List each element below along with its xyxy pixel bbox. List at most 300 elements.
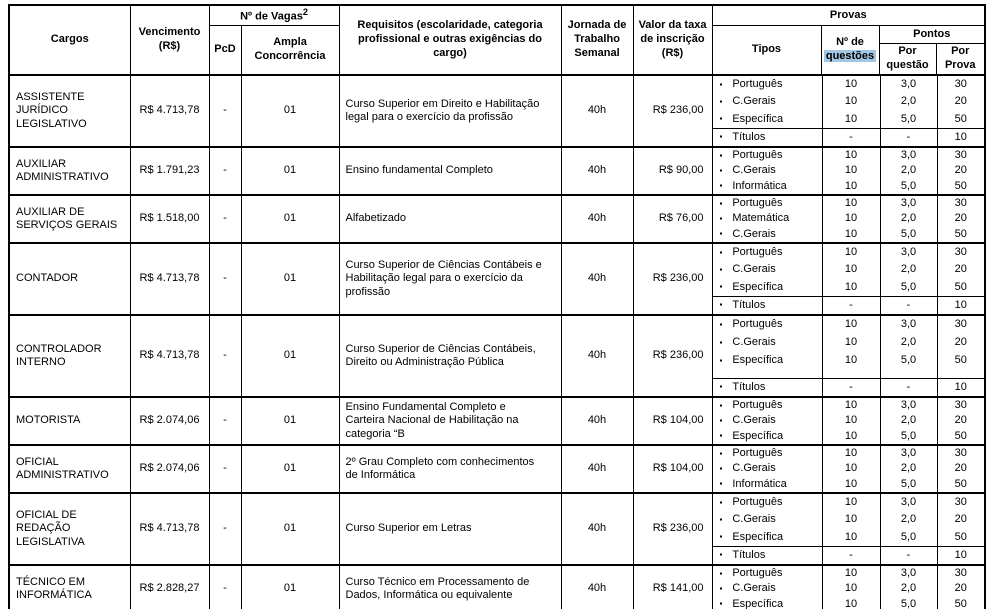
prova-por-prova-cell: 50	[937, 179, 985, 194]
ampla-cell: 01	[241, 195, 339, 243]
jornada-cell: 40h	[561, 195, 633, 243]
prova-por-questao-cell: 5,0	[880, 227, 937, 242]
prova-por-questao-cell: 2,0	[880, 93, 937, 110]
prova-type-label: Português	[732, 495, 783, 508]
provas-grid	[713, 196, 985, 242]
col-header-requisitos: Requisitos (escolaridade, categoria profissional e outras exigências do cargo)	[339, 5, 561, 75]
prova-type-cell	[713, 446, 822, 461]
prova-por-questao-cell: 5,0	[880, 111, 937, 128]
vencimento-cell: R$ 2.074,06	[130, 397, 209, 445]
concurso-table	[8, 4, 986, 609]
prova-questoes-cell: 10	[822, 597, 880, 609]
table-row	[9, 397, 985, 445]
prova-type-cell	[713, 597, 822, 609]
prova-type-label: Títulos	[732, 380, 766, 393]
provas-grid	[713, 566, 985, 609]
cargo-cell: AUXILIAR DE SERVIÇOS GERAIS	[9, 195, 130, 243]
titulos-por-questao-cell: -	[880, 546, 937, 564]
provas-cell	[712, 147, 985, 195]
prova-questoes-cell: 10	[822, 461, 880, 476]
prova-por-questao-cell: 2,0	[880, 511, 937, 528]
col-header-por-questao: Por questão	[879, 44, 936, 75]
prova-questoes-cell: 10	[822, 566, 880, 581]
jornada-cell: 40h	[561, 565, 633, 609]
prova-type-label: C.Gerais	[732, 414, 776, 427]
table-header	[9, 5, 985, 75]
prova-por-prova-cell: 20	[937, 93, 985, 110]
prova-questoes-cell: 10	[822, 227, 880, 242]
vencimento-cell: R$ 1.791,23	[130, 147, 209, 195]
taxa-cell: R$ 236,00	[633, 243, 712, 315]
bullet-icon: ▪	[719, 448, 723, 458]
prova-type-label: Específica	[732, 280, 784, 293]
cargo-cell: OFICIAL ADMINISTRATIVO	[9, 445, 130, 493]
prova-type-label: C.Gerais	[732, 462, 776, 475]
provas-spacer	[880, 370, 937, 378]
prova-por-questao-cell: 2,0	[880, 413, 937, 428]
bullet-icon: ▪	[719, 132, 723, 142]
prova-por-prova-cell: 50	[937, 597, 985, 609]
prova-type-label: C.Gerais	[732, 227, 776, 240]
table-row	[9, 195, 985, 243]
prova-questoes-cell: 10	[822, 581, 880, 596]
prova-por-prova-cell: 20	[937, 163, 985, 178]
bullet-icon: ▪	[719, 165, 723, 175]
prova-type-label: Português	[732, 245, 783, 258]
bullet-icon: ▪	[719, 463, 723, 473]
prova-por-questao-cell: 5,0	[880, 429, 937, 444]
jornada-cell: 40h	[561, 243, 633, 315]
vencimento-cell: R$ 4.713,78	[130, 315, 209, 397]
prova-questoes-cell: 10	[822, 334, 880, 352]
ampla-cell: 01	[241, 243, 339, 315]
prova-type-cell	[713, 163, 822, 178]
prova-por-prova-cell: 20	[937, 413, 985, 428]
prova-type-cell	[713, 566, 822, 581]
jornada-cell: 40h	[561, 397, 633, 445]
prova-type-cell	[713, 211, 822, 226]
provas-grid	[713, 494, 985, 564]
ampla-cell: 01	[241, 75, 339, 147]
prova-por-prova-cell: 50	[937, 111, 985, 128]
prova-type-label: Português	[732, 566, 783, 579]
prova-type-label: C.Gerais	[732, 582, 776, 595]
prova-type-cell	[713, 148, 822, 163]
bullet-icon: ▪	[719, 583, 723, 593]
prova-por-questao-cell: 3,0	[880, 398, 937, 413]
jornada-cell: 40h	[561, 493, 633, 565]
taxa-cell: R$ 76,00	[633, 195, 712, 243]
jornada-cell: 40h	[561, 75, 633, 147]
cargo-cell: CONTADOR	[9, 243, 130, 315]
prova-por-questao-cell: 3,0	[880, 76, 937, 93]
prova-type-label: Específica	[732, 530, 784, 543]
vagas-footnote-marker: 2	[302, 7, 308, 17]
bullet-icon: ▪	[719, 96, 723, 106]
bullet-icon: ▪	[719, 79, 723, 89]
requisitos-cell: Curso Superior em Letras	[339, 493, 561, 565]
prova-por-questao-cell: 2,0	[880, 261, 937, 278]
prova-type-cell	[713, 477, 822, 492]
prova-por-prova-cell: 30	[937, 446, 985, 461]
prova-por-questao-cell: 3,0	[880, 316, 937, 334]
provas-spacer	[822, 370, 880, 378]
prova-por-questao-cell: 5,0	[880, 597, 937, 609]
prova-por-prova-cell: 50	[937, 279, 985, 296]
bullet-icon: ▪	[719, 431, 723, 441]
table-row	[9, 315, 985, 397]
titulos-type-cell	[713, 546, 822, 564]
bullet-icon: ▪	[719, 415, 723, 425]
taxa-cell: R$ 141,00	[633, 565, 712, 609]
prova-type-label: Específica	[732, 429, 784, 442]
prova-type-cell	[713, 196, 822, 211]
prova-questoes-cell: 10	[822, 261, 880, 278]
provas-cell	[712, 445, 985, 493]
jornada-cell: 40h	[561, 445, 633, 493]
prova-questoes-cell: 10	[822, 511, 880, 528]
requisitos-cell: 2º Grau Completo com conhecimentos de Informática	[339, 445, 561, 493]
requisitos-cell: Curso Superior de Ciências Contábeis e Habilitação legal para o exercício da profissão	[339, 243, 561, 315]
titulos-questoes-cell: -	[822, 546, 880, 564]
prova-por-prova-cell: 30	[937, 316, 985, 334]
prova-por-questao-cell: 5,0	[880, 279, 937, 296]
bullet-icon: ▪	[719, 550, 723, 560]
bullet-icon: ▪	[719, 568, 723, 578]
provas-spacer	[937, 370, 985, 378]
prova-type-label: Títulos	[732, 298, 766, 311]
prova-por-questao-cell: 3,0	[880, 494, 937, 511]
prova-type-label: Português	[732, 398, 783, 411]
prova-por-prova-cell: 20	[937, 261, 985, 278]
prova-questoes-cell: 10	[822, 429, 880, 444]
provas-grid	[713, 244, 985, 314]
prova-por-prova-cell: 50	[937, 529, 985, 546]
prova-questoes-cell: 10	[822, 352, 880, 370]
prova-type-cell	[713, 511, 822, 528]
prova-por-questao-cell: 2,0	[880, 163, 937, 178]
col-header-provas: Provas	[712, 5, 985, 26]
jornada-cell: 40h	[561, 315, 633, 397]
bullet-icon: ▪	[719, 181, 723, 191]
prova-por-prova-cell: 20	[937, 581, 985, 596]
titulos-por-prova-cell: 10	[937, 296, 985, 314]
prova-type-label: Informática	[732, 179, 787, 192]
prova-type-label: Informática	[732, 477, 787, 490]
prova-type-label: Português	[732, 196, 783, 209]
col-header-vagas	[209, 5, 339, 26]
prova-type-label: Títulos	[732, 130, 766, 143]
prova-por-prova-cell: 20	[937, 334, 985, 352]
prova-type-cell	[713, 398, 822, 413]
requisitos-cell: Ensino Fundamental Completo e Carteira Nacional de Habilitação na categoria “B	[339, 397, 561, 445]
requisitos-cell: Curso Técnico em Processamento de Dados, Informática ou equivalente	[339, 565, 561, 609]
vencimento-cell: R$ 2.828,27	[130, 565, 209, 609]
pcd-cell: -	[209, 565, 241, 609]
table-row	[9, 243, 985, 315]
bullet-icon: ▪	[719, 114, 723, 124]
prova-type-cell	[713, 581, 822, 596]
prova-questoes-cell: 10	[822, 211, 880, 226]
bullet-icon: ▪	[719, 264, 723, 274]
pcd-cell: -	[209, 147, 241, 195]
prova-questoes-cell: 10	[822, 413, 880, 428]
prova-por-prova-cell: 50	[937, 352, 985, 370]
prova-type-label: Títulos	[732, 548, 766, 561]
table-row	[9, 75, 985, 147]
bullet-icon: ▪	[719, 355, 723, 365]
vencimento-cell: R$ 2.074,06	[130, 445, 209, 493]
prova-type-cell	[713, 316, 822, 334]
provas-cell	[712, 493, 985, 565]
bullet-icon: ▪	[719, 213, 723, 223]
prova-por-questao-cell: 3,0	[880, 566, 937, 581]
bullet-icon: ▪	[719, 382, 723, 392]
ampla-cell: 01	[241, 493, 339, 565]
titulos-questoes-cell: -	[822, 378, 880, 396]
col-header-cargos: Cargos	[9, 5, 130, 75]
cargo-cell: TÉCNICO EM INFORMÁTICA	[9, 565, 130, 609]
prova-por-questao-cell: 2,0	[880, 211, 937, 226]
prova-type-label: Português	[732, 77, 783, 90]
bullet-icon: ▪	[719, 479, 723, 489]
vencimento-cell: R$ 1.518,00	[130, 195, 209, 243]
bullet-icon: ▪	[719, 599, 723, 609]
provas-grid	[713, 446, 985, 492]
prova-type-cell	[713, 461, 822, 476]
prova-questoes-cell: 10	[822, 179, 880, 194]
prova-por-questao-cell: 5,0	[880, 179, 937, 194]
vencimento-cell: R$ 4.713,78	[130, 75, 209, 147]
prova-por-questao-cell: 3,0	[880, 148, 937, 163]
prova-por-prova-cell: 30	[937, 148, 985, 163]
bullet-icon: ▪	[719, 229, 723, 239]
ampla-cell: 01	[241, 147, 339, 195]
provas-cell	[712, 397, 985, 445]
titulos-por-questao-cell: -	[880, 128, 937, 146]
provas-cell	[712, 315, 985, 397]
pcd-cell: -	[209, 243, 241, 315]
prova-type-label: Português	[732, 148, 783, 161]
prova-por-questao-cell: 5,0	[880, 352, 937, 370]
prova-por-prova-cell: 30	[937, 196, 985, 211]
col-header-vencimento: Vencimento (R$)	[130, 5, 209, 75]
taxa-cell: R$ 104,00	[633, 445, 712, 493]
prova-type-cell	[713, 244, 822, 261]
bullet-icon: ▪	[719, 319, 723, 329]
provas-spacer	[713, 370, 822, 378]
prova-por-prova-cell: 50	[937, 477, 985, 492]
prova-type-label: Específica	[732, 354, 784, 367]
cargo-cell: OFICIAL DE REDAÇÃO LEGISLATIVA	[9, 493, 130, 565]
prova-type-label: Específica	[732, 597, 784, 609]
prova-por-questao-cell: 2,0	[880, 334, 937, 352]
prova-por-questao-cell: 3,0	[880, 196, 937, 211]
col-header-pcd: PcD	[209, 26, 241, 75]
ampla-cell: 01	[241, 315, 339, 397]
vencimento-cell: R$ 4.713,78	[130, 493, 209, 565]
requisitos-cell: Ensino fundamental Completo	[339, 147, 561, 195]
prova-questoes-cell: 10	[822, 494, 880, 511]
pcd-cell: -	[209, 75, 241, 147]
pcd-cell: -	[209, 493, 241, 565]
titulos-questoes-cell: -	[822, 296, 880, 314]
prova-questoes-cell: 10	[822, 316, 880, 334]
prova-por-prova-cell: 30	[937, 244, 985, 261]
col-header-ampla: Ampla Concorrência	[241, 26, 339, 75]
prova-questoes-cell: 10	[822, 279, 880, 296]
prova-type-label: C.Gerais	[732, 95, 776, 108]
prova-type-cell	[713, 227, 822, 242]
prova-questoes-cell: 10	[822, 398, 880, 413]
prova-type-cell	[713, 334, 822, 352]
prova-questoes-cell: 10	[822, 93, 880, 110]
taxa-cell: R$ 104,00	[633, 397, 712, 445]
jornada-cell: 40h	[561, 147, 633, 195]
bullet-icon: ▪	[719, 497, 723, 507]
prova-type-cell	[713, 76, 822, 93]
cargo-cell: ASSISTENTE JURÍDICO LEGISLATIVO	[9, 75, 130, 147]
titulos-por-questao-cell: -	[880, 378, 937, 396]
prova-por-questao-cell: 2,0	[880, 461, 937, 476]
prova-por-prova-cell: 50	[937, 429, 985, 444]
prova-type-label: C.Gerais	[732, 164, 776, 177]
prova-type-cell	[713, 352, 822, 370]
questoes-label-line1: Nº de	[836, 36, 864, 49]
prova-questoes-cell: 10	[822, 111, 880, 128]
table-body	[9, 75, 985, 609]
pcd-cell: -	[209, 445, 241, 493]
prova-type-label: Específica	[732, 112, 784, 125]
prova-por-prova-cell: 20	[937, 461, 985, 476]
requisitos-cell: Alfabetizado	[339, 195, 561, 243]
titulos-por-questao-cell: -	[880, 296, 937, 314]
ampla-cell: 01	[241, 565, 339, 609]
requisitos-cell: Curso Superior em Direito e Habilitação legal para o exercício da profissão	[339, 75, 561, 147]
bullet-icon: ▪	[719, 514, 723, 524]
prova-questoes-cell: 10	[822, 244, 880, 261]
prova-questoes-cell: 10	[822, 196, 880, 211]
header-row-1	[9, 5, 985, 26]
bullet-icon: ▪	[719, 282, 723, 292]
col-header-taxa: Valor da taxa de inscrição (R$)	[633, 5, 712, 75]
bullet-icon: ▪	[719, 532, 723, 542]
vagas-label: Nº de Vagas	[240, 10, 303, 23]
col-header-questoes	[821, 26, 879, 75]
prova-por-prova-cell: 50	[937, 227, 985, 242]
prova-por-questao-cell: 5,0	[880, 529, 937, 546]
table-row	[9, 445, 985, 493]
prova-por-prova-cell: 20	[937, 211, 985, 226]
pcd-cell: -	[209, 315, 241, 397]
taxa-cell: R$ 236,00	[633, 75, 712, 147]
vencimento-cell: R$ 4.713,78	[130, 243, 209, 315]
prova-por-prova-cell: 30	[937, 494, 985, 511]
prova-type-cell	[713, 179, 822, 194]
cargo-cell: AUXILIAR ADMINISTRATIVO	[9, 147, 130, 195]
prova-type-label: C.Gerais	[732, 263, 776, 276]
prova-type-cell	[713, 494, 822, 511]
provas-cell	[712, 243, 985, 315]
provas-grid	[713, 148, 985, 194]
bullet-icon: ▪	[719, 337, 723, 347]
provas-cell	[712, 195, 985, 243]
titulos-type-cell	[713, 296, 822, 314]
provas-grid	[713, 398, 985, 444]
titulos-por-prova-cell: 10	[937, 546, 985, 564]
col-header-pontos: Pontos	[879, 26, 985, 44]
provas-cell	[712, 565, 985, 609]
prova-type-cell	[713, 279, 822, 296]
taxa-cell: R$ 236,00	[633, 493, 712, 565]
prova-por-questao-cell: 5,0	[880, 477, 937, 492]
cargo-cell: MOTORISTA	[9, 397, 130, 445]
prova-type-label: Português	[732, 446, 783, 459]
prova-questoes-cell: 10	[822, 477, 880, 492]
prova-por-questao-cell: 2,0	[880, 581, 937, 596]
requisitos-cell: Curso Superior de Ciências Contábeis, Direito ou Administração Pública	[339, 315, 561, 397]
prova-questoes-cell: 10	[822, 446, 880, 461]
provas-grid	[713, 316, 985, 396]
bullet-icon: ▪	[719, 247, 723, 257]
titulos-type-cell	[713, 128, 822, 146]
pcd-cell: -	[209, 397, 241, 445]
prova-por-questao-cell: 3,0	[880, 244, 937, 261]
prova-type-label: Português	[732, 318, 783, 331]
prova-type-cell	[713, 529, 822, 546]
prova-type-cell	[713, 111, 822, 128]
prova-type-label: C.Gerais	[732, 336, 776, 349]
prova-type-label: Matemática	[732, 212, 790, 225]
prova-questoes-cell: 10	[822, 163, 880, 178]
col-header-por-prova: Por Prova	[936, 44, 985, 75]
provas-cell	[712, 75, 985, 147]
bullet-icon: ▪	[719, 198, 723, 208]
provas-grid	[713, 76, 985, 146]
prova-type-cell	[713, 413, 822, 428]
cargo-cell: CONTROLADOR INTERNO	[9, 315, 130, 397]
prova-questoes-cell: 10	[822, 76, 880, 93]
titulos-por-prova-cell: 10	[937, 128, 985, 146]
prova-por-prova-cell: 30	[937, 398, 985, 413]
prova-por-questao-cell: 3,0	[880, 446, 937, 461]
ampla-cell: 01	[241, 445, 339, 493]
table-row	[9, 565, 985, 609]
bullet-icon: ▪	[719, 300, 723, 310]
prova-questoes-cell: 10	[822, 148, 880, 163]
prova-por-prova-cell: 30	[937, 566, 985, 581]
prova-questoes-cell: 10	[822, 529, 880, 546]
bullet-icon: ▪	[719, 150, 723, 160]
prova-type-label: C.Gerais	[732, 513, 776, 526]
bullet-icon: ▪	[719, 400, 723, 410]
titulos-por-prova-cell: 10	[937, 378, 985, 396]
prova-type-cell	[713, 261, 822, 278]
titulos-questoes-cell: -	[822, 128, 880, 146]
col-header-tipos: Tipos	[712, 26, 821, 75]
table-row	[9, 493, 985, 565]
pcd-cell: -	[209, 195, 241, 243]
search-highlight: questões	[825, 50, 875, 63]
table-row	[9, 147, 985, 195]
taxa-cell: R$ 90,00	[633, 147, 712, 195]
ampla-cell: 01	[241, 397, 339, 445]
prova-por-prova-cell: 20	[937, 511, 985, 528]
prova-type-cell	[713, 93, 822, 110]
prova-type-cell	[713, 429, 822, 444]
col-header-jornada: Jornada de Trabalho Semanal	[561, 5, 633, 75]
taxa-cell: R$ 236,00	[633, 315, 712, 397]
